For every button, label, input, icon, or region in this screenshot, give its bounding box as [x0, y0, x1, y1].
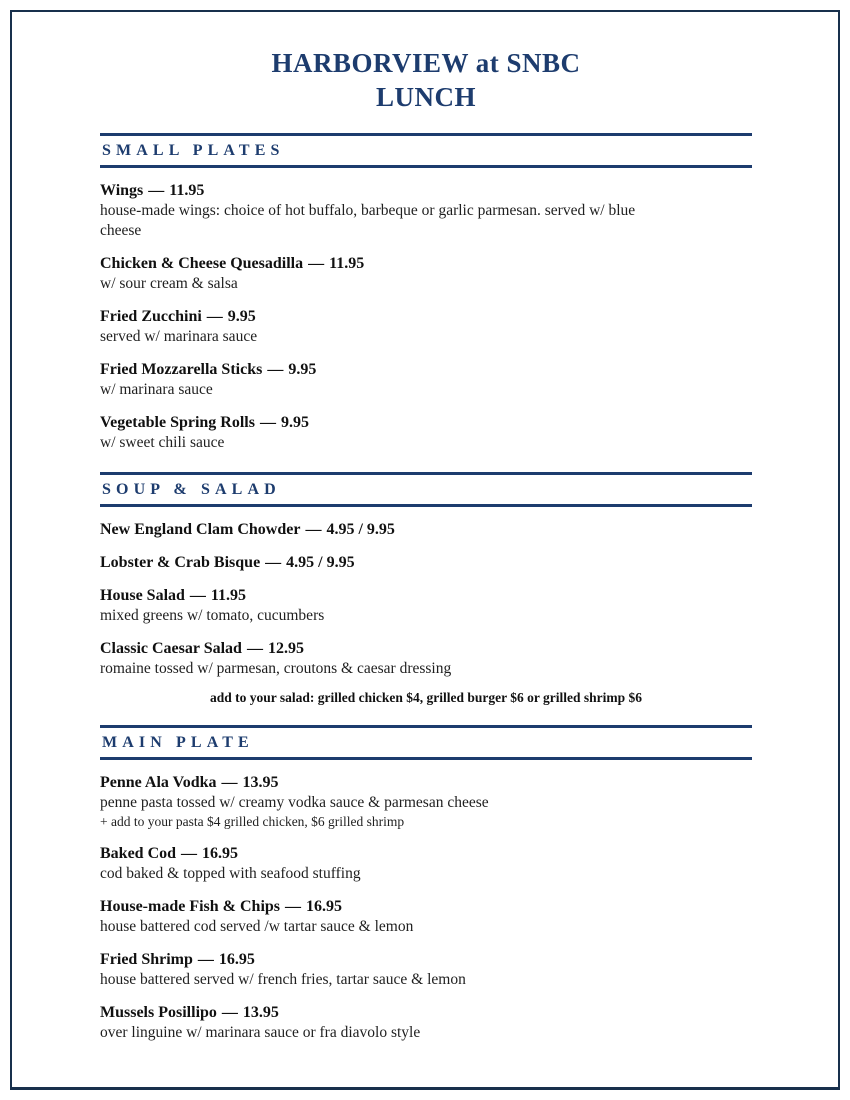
item-price: 11.95 — [169, 182, 205, 199]
item-description: w/ marinara sauce — [100, 381, 213, 398]
item-description: over linguine w/ marinara sauce or fra diavolo style — [100, 1024, 421, 1041]
section-soup-salad — [100, 472, 752, 706]
item-description: served w/ marinara sauce — [100, 328, 258, 345]
menu-item-title — [100, 412, 752, 433]
item-name: Fried Zucchini — [100, 308, 202, 325]
item-description: w/ sweet chili sauce — [100, 434, 225, 451]
item-price: 11.95 — [329, 255, 365, 272]
item-name: Mussels Posillipo — [100, 1004, 217, 1021]
item-price: 13.95 — [242, 774, 279, 791]
item-name: Vegetable Spring Rolls — [100, 414, 255, 431]
item-dash: — — [221, 774, 238, 791]
menu-item — [100, 896, 752, 937]
section-small-plates — [100, 133, 752, 453]
item-name: Lobster & Crab Bisque — [100, 554, 261, 571]
item-description: romaine tossed w/ parmesan, croutons & caesar dressing — [100, 660, 452, 677]
item-price: 12.95 — [267, 640, 304, 657]
item-name: Fried Shrimp — [100, 951, 193, 968]
item-price: 9.95 — [288, 361, 317, 378]
item-dash: — — [181, 845, 198, 862]
item-description: cod baked & topped with seafood stuffing — [100, 865, 361, 882]
item-price: 16.95 — [202, 845, 239, 862]
menu-item-title — [100, 949, 752, 970]
item-description: house-made wings: choice of hot buffalo, barbeque or garlic parmesan. served w/ blue cheese — [100, 202, 636, 239]
item-name: House-made Fish & Chips — [100, 898, 281, 915]
menu-item — [100, 253, 752, 294]
item-description: w/ sour cream & salsa — [100, 275, 238, 292]
item-price: 4.95 / 9.95 — [326, 521, 395, 538]
item-price: 16.95 — [306, 898, 343, 915]
item-name: Baked Cod — [100, 845, 177, 862]
menu-page-border — [10, 10, 840, 1090]
item-dash: — — [189, 587, 206, 604]
menu-item — [100, 412, 752, 453]
menu-subtitle: LUNCH — [375, 82, 476, 112]
item-name: House Salad — [100, 587, 185, 604]
section-main-plate — [100, 725, 752, 1043]
menu-title: HARBORVIEW at SNBC — [271, 48, 581, 78]
menu-item-title — [100, 359, 752, 380]
item-dash: — — [305, 521, 322, 538]
menu-item-title — [100, 772, 752, 793]
item-dash: — — [148, 182, 165, 199]
item-description: house battered served w/ french fries, tartar sauce & lemon — [100, 971, 466, 988]
item-price: 11.95 — [210, 587, 247, 604]
menu-item-title — [100, 552, 752, 573]
menu-item-title — [100, 306, 752, 327]
menu-item — [100, 843, 752, 884]
item-name: Penne Ala Vodka — [100, 774, 217, 791]
section-heading: SOUP & SALAD — [102, 481, 281, 498]
salad-addons-note: add to your salad: grilled chicken $4, grilled burger $6 or grilled shrimp $6 — [209, 690, 642, 705]
item-dash: — — [246, 640, 263, 657]
menu-item-title — [100, 1002, 752, 1023]
menu-item — [100, 585, 752, 626]
menu-item-title — [100, 180, 752, 201]
item-dash: — — [267, 361, 284, 378]
item-dash: — — [197, 951, 214, 968]
section-rule-bottom — [100, 504, 752, 507]
item-name: Chicken & Cheese Quesadilla — [100, 255, 304, 272]
menu-item-title — [100, 638, 752, 659]
item-price: 16.95 — [218, 951, 255, 968]
item-price: 9.95 — [280, 414, 309, 431]
section-heading: MAIN PLATE — [102, 734, 254, 751]
item-description: house battered cod served /w tartar sauce & lemon — [100, 918, 414, 935]
item-dash: — — [265, 554, 282, 571]
section-heading: SMALL PLATES — [102, 142, 285, 159]
item-name: Wings — [100, 182, 144, 199]
menu-item-title — [100, 896, 752, 917]
menu-item — [100, 552, 752, 573]
menu-item — [100, 306, 752, 347]
item-dash: — — [221, 1004, 238, 1021]
menu-content — [100, 12, 752, 1043]
item-dash: — — [285, 898, 302, 915]
item-price: 9.95 — [227, 308, 256, 325]
menu-item — [100, 949, 752, 990]
section-rule-bottom — [100, 757, 752, 760]
menu-item-title — [100, 253, 752, 274]
item-price: 13.95 — [242, 1004, 279, 1021]
menu-item — [100, 180, 752, 241]
item-name: Fried Mozzarella Sticks — [100, 361, 263, 378]
menu-item — [100, 638, 752, 679]
item-dash: — — [206, 308, 223, 325]
item-name: Classic Caesar Salad — [100, 640, 242, 657]
menu-item — [100, 519, 752, 540]
menu-item-title — [100, 519, 752, 540]
menu-item-title — [100, 843, 752, 864]
pasta-addons-note: + add to your pasta $4 grilled chicken, $6 grilled shrimp — [100, 814, 405, 829]
section-rule-bottom — [100, 165, 752, 168]
item-dash: — — [308, 255, 325, 272]
menu-item — [100, 772, 752, 831]
item-dash: — — [259, 414, 276, 431]
menu-item-title — [100, 585, 752, 606]
item-name: New England Clam Chowder — [100, 521, 301, 538]
menu-item — [100, 1002, 752, 1043]
item-description: mixed greens w/ tomato, cucumbers — [100, 607, 325, 624]
item-description: penne pasta tossed w/ creamy vodka sauce & parmesan cheese — [100, 794, 489, 811]
item-price: 4.95 / 9.95 — [286, 554, 355, 571]
menu-item — [100, 359, 752, 400]
